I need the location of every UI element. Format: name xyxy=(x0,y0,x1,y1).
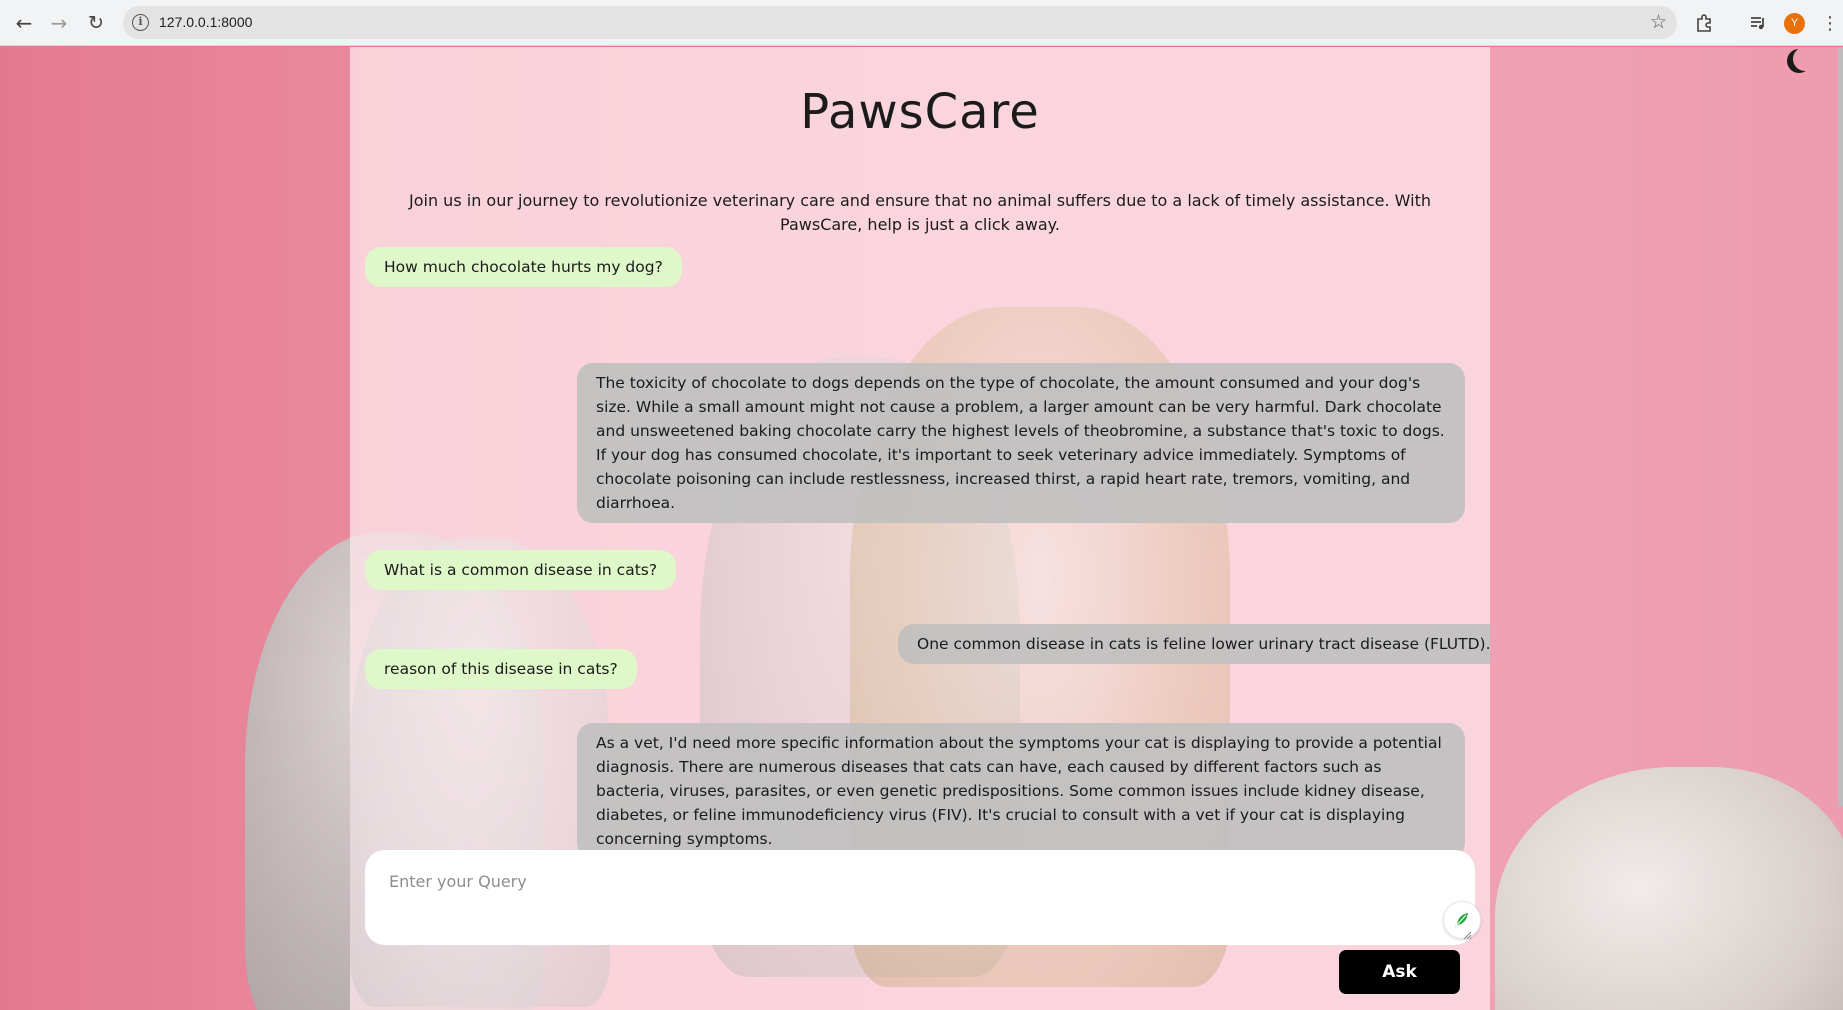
query-box xyxy=(365,850,1475,945)
bookmark-star-icon[interactable]: ☆ xyxy=(1649,11,1667,33)
user-message: How much chocolate hurts my dog? xyxy=(365,247,682,287)
forward-icon[interactable]: → xyxy=(50,11,68,35)
dark-mode-moon-icon[interactable] xyxy=(1793,47,1817,71)
bot-message: The toxicity of chocolate to dogs depends on the type of chocolate, the amount consumed and your dog's size. While a small amount might not cause a problem, a larger amount can be very harmful. Dark chocolate and unsweetened baking chocolate carry the highest levels of theobromine, a substance that's toxic to dogs. If your dog has consumed chocolate, it's important to seek veterinary advice immediately. Symptoms of chocolate poisoning can include restlessness, increased thirst, a rapid heart rate, tremors, vomiting, and diarrhoea. xyxy=(577,363,1465,523)
url-text[interactable]: 127.0.0.1:8000 xyxy=(159,14,253,30)
intro-text: Join us in our journey to revolutionize veterinary care and ensure that no animal suffers due to a lack of timely assistance. With PawsCare, help is just a click away. xyxy=(409,191,1431,234)
ask-button[interactable]: Ask xyxy=(1339,950,1460,994)
site-info-icon[interactable]: i xyxy=(132,14,149,31)
page-scrollbar[interactable] xyxy=(1838,47,1843,807)
page-background xyxy=(0,47,1843,1010)
user-message: reason of this disease in cats? xyxy=(365,649,637,689)
user-message: What is a common disease in cats? xyxy=(365,550,676,590)
reload-icon[interactable]: ↻ xyxy=(88,12,104,34)
media-controls-icon[interactable] xyxy=(1746,11,1770,35)
app-title: PawsCare xyxy=(800,84,1040,140)
resize-handle-icon[interactable] xyxy=(1462,930,1472,940)
browser-menu-icon[interactable]: ⋮ xyxy=(1821,12,1839,34)
query-input[interactable] xyxy=(389,868,1389,894)
bot-message: As a vet, I'd need more specific information about the symptoms your cat is displaying to provide a potential diagnosis. There are numerous diseases that cats can have, each caused by different factors such as bacteria, viruses, parasites, or even genetic predispositions. Some common issues include kidney disease, diabetes, or feline immunodeficiency virus (FIV). It's crucial to consult with a vet if your cat is displaying concerning symptoms. xyxy=(577,723,1465,859)
cat-photo-right xyxy=(1495,767,1843,1010)
bot-message: One common disease in cats is feline lower urinary tract disease (FLUTD). xyxy=(898,624,1490,664)
chat-card xyxy=(350,47,1490,1010)
back-icon[interactable]: ← xyxy=(15,11,33,35)
extensions-icon[interactable] xyxy=(1692,11,1716,35)
browser-toolbar xyxy=(0,0,1843,46)
address-bar[interactable] xyxy=(123,6,1677,39)
profile-avatar[interactable]: Y xyxy=(1784,13,1805,34)
